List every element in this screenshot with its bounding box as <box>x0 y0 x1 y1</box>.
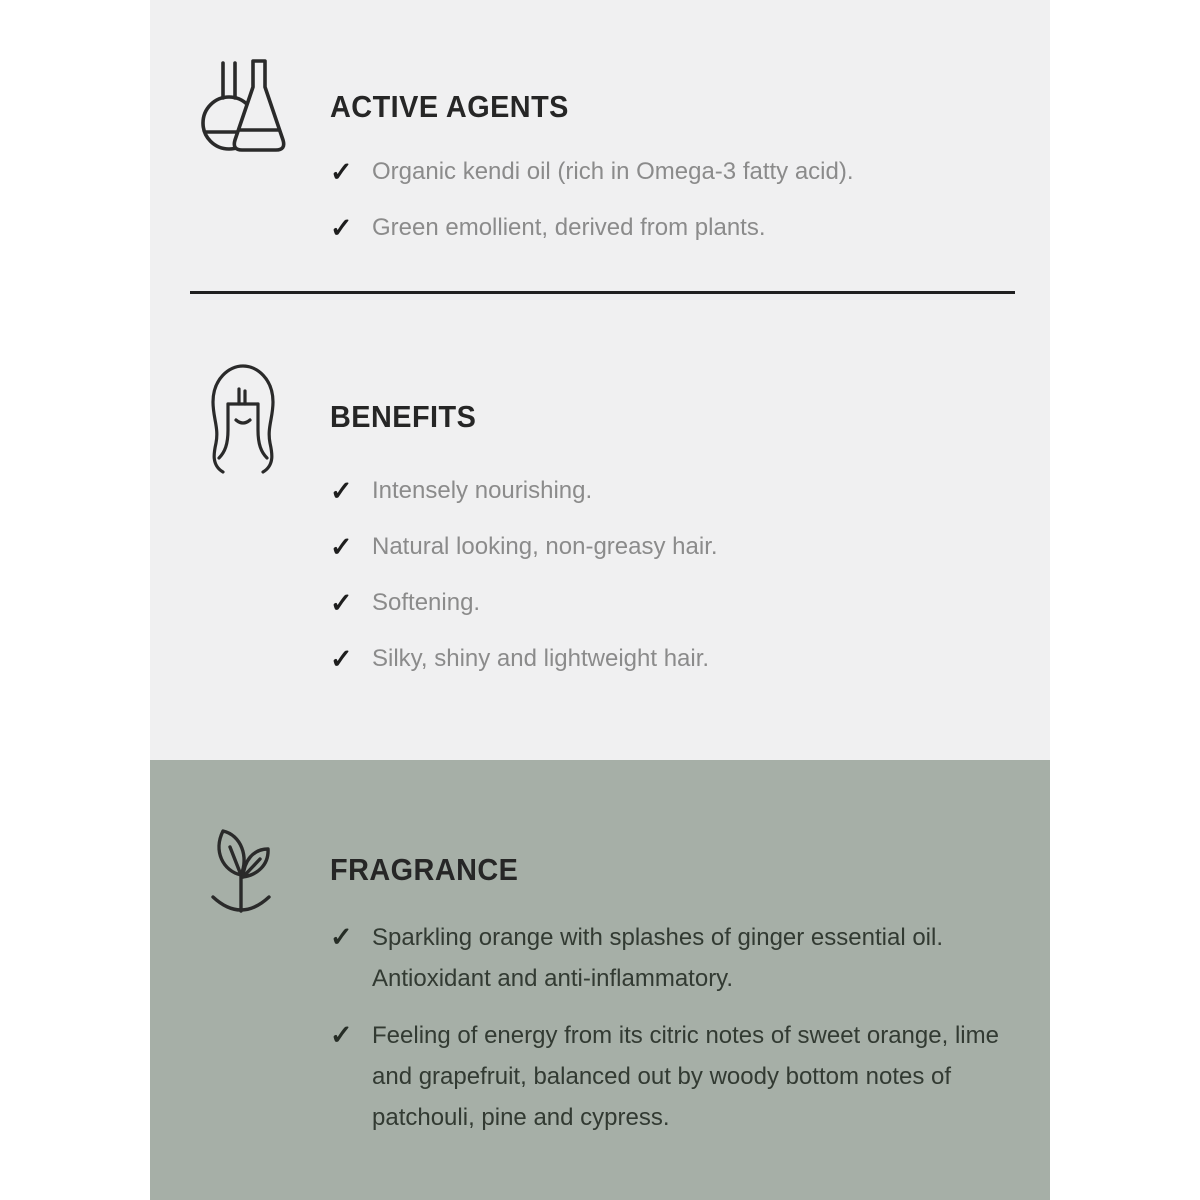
list-item-text: Silky, shiny and lightweight hair. <box>372 645 710 672</box>
checkmark-icon: ✓ <box>330 476 353 506</box>
list-item-text: Feeling of energy from its citric notes of sweet orange, lime and grapefruit, balanced out by woody bottom notes of patchouli, pine and cypress. <box>372 1022 999 1131</box>
checkmark-icon: ✓ <box>330 213 353 243</box>
checkmark-icon: ✓ <box>330 157 353 187</box>
plant-sprout-icon <box>193 823 293 917</box>
checkmark-icon: ✓ <box>330 532 353 562</box>
lab-flasks-icon <box>193 57 293 157</box>
benefits-list <box>150 476 1050 674</box>
section-divider <box>190 291 1015 294</box>
list-item <box>330 644 1050 674</box>
section-active-agents <box>150 57 1050 243</box>
section-header <box>193 358 1050 476</box>
checkmark-icon: ✓ <box>330 1020 353 1050</box>
list-item <box>330 476 1050 506</box>
section-title: FRAGRANCE <box>330 852 519 887</box>
section-title: BENEFITS <box>330 399 477 434</box>
active-agents-list <box>150 157 1050 243</box>
fragrance-list <box>150 917 1050 1138</box>
section-header <box>193 823 1050 917</box>
checkmark-icon: ✓ <box>330 644 353 674</box>
panel-light <box>150 0 1050 760</box>
list-item-text: Natural looking, non-greasy hair. <box>372 533 718 560</box>
list-item-text: Green emollient, derived from plants. <box>372 214 766 241</box>
list-item-text: Organic kendi oil (rich in Omega-3 fatty acid). <box>372 158 854 185</box>
list-item <box>330 1015 1050 1138</box>
section-title: ACTIVE AGENTS <box>330 89 569 124</box>
woman-hair-icon <box>193 358 293 476</box>
section-header <box>193 57 1050 157</box>
list-item <box>330 588 1050 618</box>
content-column <box>150 0 1050 1200</box>
checkmark-icon: ✓ <box>330 922 353 952</box>
list-item <box>330 157 1050 187</box>
list-item-text: Softening. <box>372 589 481 616</box>
list-item <box>330 213 1050 243</box>
section-benefits <box>150 358 1050 674</box>
section-fragrance <box>150 823 1050 1138</box>
list-item <box>330 532 1050 562</box>
checkmark-icon: ✓ <box>330 588 353 618</box>
panel-green <box>150 760 1050 1200</box>
list-item-text: Sparkling orange with splashes of ginger essential oil. Antioxidant and anti-inflammatory. <box>372 924 943 992</box>
list-item <box>330 917 1050 999</box>
list-item-text: Intensely nourishing. <box>372 477 593 504</box>
